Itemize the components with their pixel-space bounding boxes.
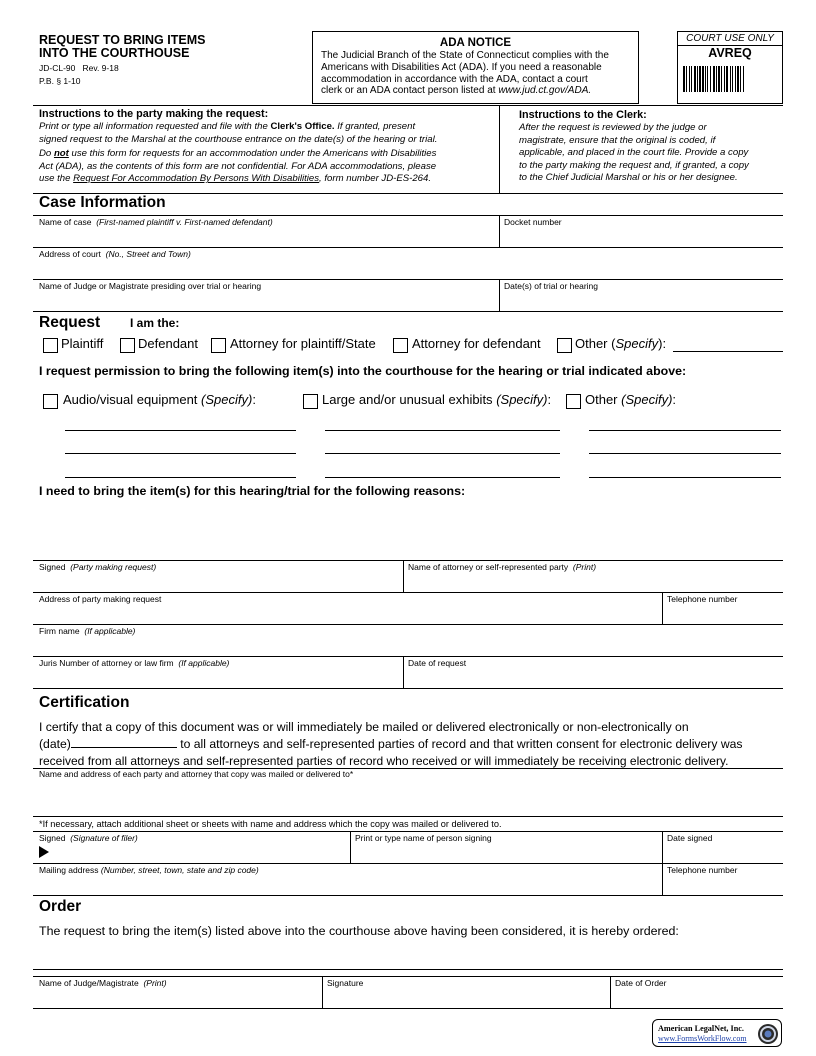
divider bbox=[33, 105, 783, 106]
publisher-link[interactable]: www.FormsWorkFlow.com bbox=[658, 1034, 747, 1043]
divider bbox=[33, 976, 783, 977]
ada-link[interactable]: www.jud.ct.gov/ADA. bbox=[498, 85, 592, 97]
party-instructions: Instructions to the party making the request: Print or type all information requested and file with the Clerk's Office. If granted, present signed request to the Marshal at the courthouse entrance on the date(s) of the hearing or trial. Do not use this form for requests for an accommodation under the Americans with Disabilities Act (ADA), as the contents of this form are not confidential. For ADA accommodations, please use the Request For Accommodation By Persons With Disabilities, form number JD-ES-264. bbox=[39, 108, 497, 186]
form-title bbox=[39, 34, 205, 60]
party-address-input[interactable] bbox=[39, 606, 657, 623]
court-address-input[interactable] bbox=[39, 261, 779, 278]
other-item-specify-line[interactable] bbox=[589, 430, 781, 431]
divider bbox=[33, 560, 783, 561]
date-signed-label: Date signed bbox=[667, 833, 713, 843]
order-signature-label: Signature bbox=[327, 978, 364, 988]
signer-name-input[interactable] bbox=[355, 845, 657, 862]
other-item-checkbox[interactable] bbox=[566, 394, 581, 409]
mailing-address-label: Mailing address (Number, street, town, state and zip code) bbox=[39, 865, 259, 875]
publisher-badge bbox=[652, 1019, 782, 1047]
attorney-defendant-label: Attorney for defendant bbox=[412, 336, 541, 351]
form-title-line1: REQUEST TO BRING ITEMS bbox=[39, 33, 206, 47]
audio-visual-specify-line[interactable] bbox=[65, 453, 296, 454]
ada-notice-text: The Judicial Branch of the State of Connecticut complies with the Americans with Disabilities Act (ADA). If you need a reasonable accommodation in accordance with the ADA, contact a court clerk or an ADA contact person listed at www.jud.ct.gov/ADA. bbox=[321, 50, 609, 97]
certification-heading: Certification bbox=[39, 694, 130, 711]
divider bbox=[403, 656, 404, 688]
i-am-the-label: I am the: bbox=[130, 316, 180, 330]
court-use-label: COURT USE ONLY bbox=[678, 32, 782, 46]
audio-visual-specify-line[interactable] bbox=[65, 477, 296, 478]
ada-notice-box bbox=[312, 31, 639, 104]
attorney-name-input[interactable] bbox=[408, 574, 780, 591]
divider bbox=[322, 976, 323, 1008]
other-role-checkbox[interactable] bbox=[557, 338, 572, 353]
juris-number-label: Juris Number of attorney or law firm (If applicable) bbox=[39, 658, 230, 668]
filer-signature-field[interactable] bbox=[54, 845, 344, 862]
judge-name-input[interactable] bbox=[39, 293, 494, 310]
divider bbox=[662, 831, 663, 863]
party-telephone-label: Telephone number bbox=[667, 594, 738, 604]
form-number: JD-CL-90 Rev. 9-18 bbox=[39, 63, 119, 73]
divider bbox=[662, 863, 663, 895]
plaintiff-checkbox[interactable] bbox=[43, 338, 58, 353]
audio-visual-specify-line[interactable] bbox=[65, 430, 296, 431]
divider bbox=[350, 831, 351, 863]
certification-date-blank[interactable] bbox=[71, 737, 177, 748]
judge-name-label: Name of Judge or Magistrate presiding over trial or hearing bbox=[39, 281, 262, 291]
docket-number-label: Docket number bbox=[504, 217, 562, 227]
divider bbox=[610, 976, 611, 1008]
divider bbox=[33, 247, 783, 248]
defendant-label: Defendant bbox=[138, 336, 198, 351]
name-of-case-input[interactable] bbox=[39, 229, 494, 246]
order-signature-field[interactable] bbox=[327, 990, 607, 1007]
publisher-name: American LegalNet, Inc. bbox=[658, 1024, 744, 1033]
attorney-defendant-checkbox[interactable] bbox=[393, 338, 408, 353]
party-address-label: Address of party making request bbox=[39, 594, 162, 604]
permission-statement: I request permission to bring the following item(s) into the courthouse for the hearing or trial indicated above: bbox=[39, 364, 687, 378]
divider bbox=[33, 311, 783, 312]
date-of-request-input[interactable] bbox=[408, 670, 780, 687]
divider bbox=[33, 592, 783, 593]
other-role-specify-line[interactable] bbox=[673, 351, 783, 352]
publisher-globe-icon bbox=[757, 1023, 779, 1045]
filer-telephone-input[interactable] bbox=[667, 877, 780, 894]
divider bbox=[499, 215, 500, 247]
filer-telephone-label: Telephone number bbox=[667, 865, 738, 875]
date-signed-input[interactable] bbox=[667, 845, 780, 862]
form-code: AVREQ bbox=[708, 46, 752, 60]
accommodation-form-link[interactable]: Request For Accommodation By Persons With Disabilities bbox=[73, 173, 320, 185]
plaintiff-label: Plaintiff bbox=[61, 336, 104, 351]
order-input[interactable] bbox=[39, 942, 779, 966]
name-of-case-label: Name of case (First-named plaintiff v. First-named defendant) bbox=[39, 217, 273, 227]
firm-name-label: Firm name (If applicable) bbox=[39, 626, 136, 636]
large-exhibits-label: Large and/or unusual exhibits (Specify): bbox=[322, 392, 552, 407]
other-item-label: Other (Specify): bbox=[585, 392, 677, 407]
audio-visual-checkbox[interactable] bbox=[43, 394, 58, 409]
order-judge-label: Name of Judge/Magistrate (Print) bbox=[39, 978, 167, 988]
divider bbox=[33, 895, 783, 896]
divider bbox=[33, 656, 783, 657]
date-of-order-label: Date of Order bbox=[615, 978, 667, 988]
date-of-request-label: Date of request bbox=[408, 658, 467, 668]
divider bbox=[499, 279, 500, 311]
ada-notice-title: ADA NOTICE bbox=[439, 37, 512, 49]
filer-signed-label: Signed (Signature of filer) bbox=[39, 833, 138, 843]
divider bbox=[33, 816, 783, 817]
divider bbox=[33, 279, 783, 280]
divider bbox=[33, 215, 783, 216]
signer-name-label: Print or type name of person signing bbox=[355, 833, 492, 843]
attorney-plaintiff-checkbox[interactable] bbox=[211, 338, 226, 353]
divider bbox=[33, 969, 783, 970]
signed-label: Signed (Party making request) bbox=[39, 562, 157, 572]
sign-here-arrow-icon bbox=[39, 846, 49, 858]
divider bbox=[662, 592, 663, 624]
divider bbox=[33, 1008, 783, 1009]
docket-number-input[interactable] bbox=[504, 229, 780, 246]
order-judge-input[interactable] bbox=[39, 990, 317, 1007]
certification-line2: (date) to all attorneys and self-represented parties of record and that written consent for electronic delivery was bbox=[39, 737, 743, 751]
party-telephone-input[interactable] bbox=[667, 606, 780, 623]
divider bbox=[33, 863, 783, 864]
other-role-label: Other (Specify): bbox=[575, 336, 667, 351]
court-use-box bbox=[677, 31, 783, 104]
barcode-icon bbox=[681, 66, 779, 92]
trial-dates-label: Date(s) of trial or hearing bbox=[504, 281, 599, 291]
request-heading: Request bbox=[39, 314, 101, 331]
divider bbox=[499, 105, 500, 193]
served-parties-input[interactable] bbox=[39, 781, 779, 813]
order-statement: The request to bring the item(s) listed above into the courthouse above having been considered, it is hereby ordered: bbox=[39, 924, 679, 938]
date-of-order-input[interactable] bbox=[615, 990, 780, 1007]
served-parties-label: Name and address of each party and attorney that copy was mailed or delivered to* bbox=[39, 769, 354, 779]
certification-line3: received from all attorneys and self-represented parties of record who received or will immediately be receiving electronic delivery. bbox=[39, 754, 729, 768]
divider bbox=[33, 624, 783, 625]
attachment-footnote: *If necessary, attach additional sheet or sheets with name and address which the copy was mailed or delivered to. bbox=[39, 819, 502, 829]
reasons-statement: I need to bring the item(s) for this hearing/trial for the following reasons: bbox=[39, 484, 466, 498]
other-item-specify-line[interactable] bbox=[589, 477, 781, 478]
large-exhibits-specify-line[interactable] bbox=[325, 430, 560, 431]
audio-visual-label: Audio/visual equipment (Specify): bbox=[63, 392, 256, 407]
reasons-input[interactable] bbox=[39, 502, 779, 557]
court-address-label: Address of court (No., Street and Town) bbox=[39, 249, 191, 259]
divider bbox=[403, 560, 404, 592]
party-signature-field[interactable] bbox=[39, 574, 399, 591]
practice-book-rule: P.B. § 1-10 bbox=[39, 76, 81, 86]
party-instructions-heading: Instructions to the party making the request: bbox=[39, 108, 269, 120]
attorney-plaintiff-label: Attorney for plaintiff/State bbox=[230, 336, 376, 351]
divider bbox=[33, 831, 783, 832]
case-information-heading: Case Information bbox=[39, 194, 166, 211]
certification-line1: I certify that a copy of this document was or will immediately be mailed or delivered electronically or non-electronically on bbox=[39, 720, 689, 734]
clerk-instructions-heading: Instructions to the Clerk: bbox=[519, 109, 647, 121]
mailing-address-input[interactable] bbox=[39, 877, 657, 894]
trial-dates-input[interactable] bbox=[504, 293, 780, 310]
defendant-checkbox[interactable] bbox=[120, 338, 135, 353]
form-title-line2: INTO THE COURTHOUSE bbox=[39, 46, 190, 60]
order-heading: Order bbox=[39, 898, 82, 915]
clerk-instructions: Instructions to the Clerk: After the request is reviewed by the judge or magistrate, ensure that the original is coded, if applicable, and placed in the court file. Provide a copy to the party making the request and, if granted, a copy to the Chief Judicial Marshal or his or her designee. bbox=[519, 109, 781, 185]
juris-number-input[interactable] bbox=[39, 670, 399, 687]
large-exhibits-specify-line[interactable] bbox=[325, 453, 560, 454]
firm-name-input[interactable] bbox=[39, 638, 779, 655]
large-exhibits-specify-line[interactable] bbox=[325, 477, 560, 478]
divider bbox=[33, 688, 783, 689]
large-exhibits-checkbox[interactable] bbox=[303, 394, 318, 409]
attorney-name-label: Name of attorney or self-represented party (Print) bbox=[408, 562, 597, 572]
other-item-specify-line[interactable] bbox=[589, 453, 781, 454]
